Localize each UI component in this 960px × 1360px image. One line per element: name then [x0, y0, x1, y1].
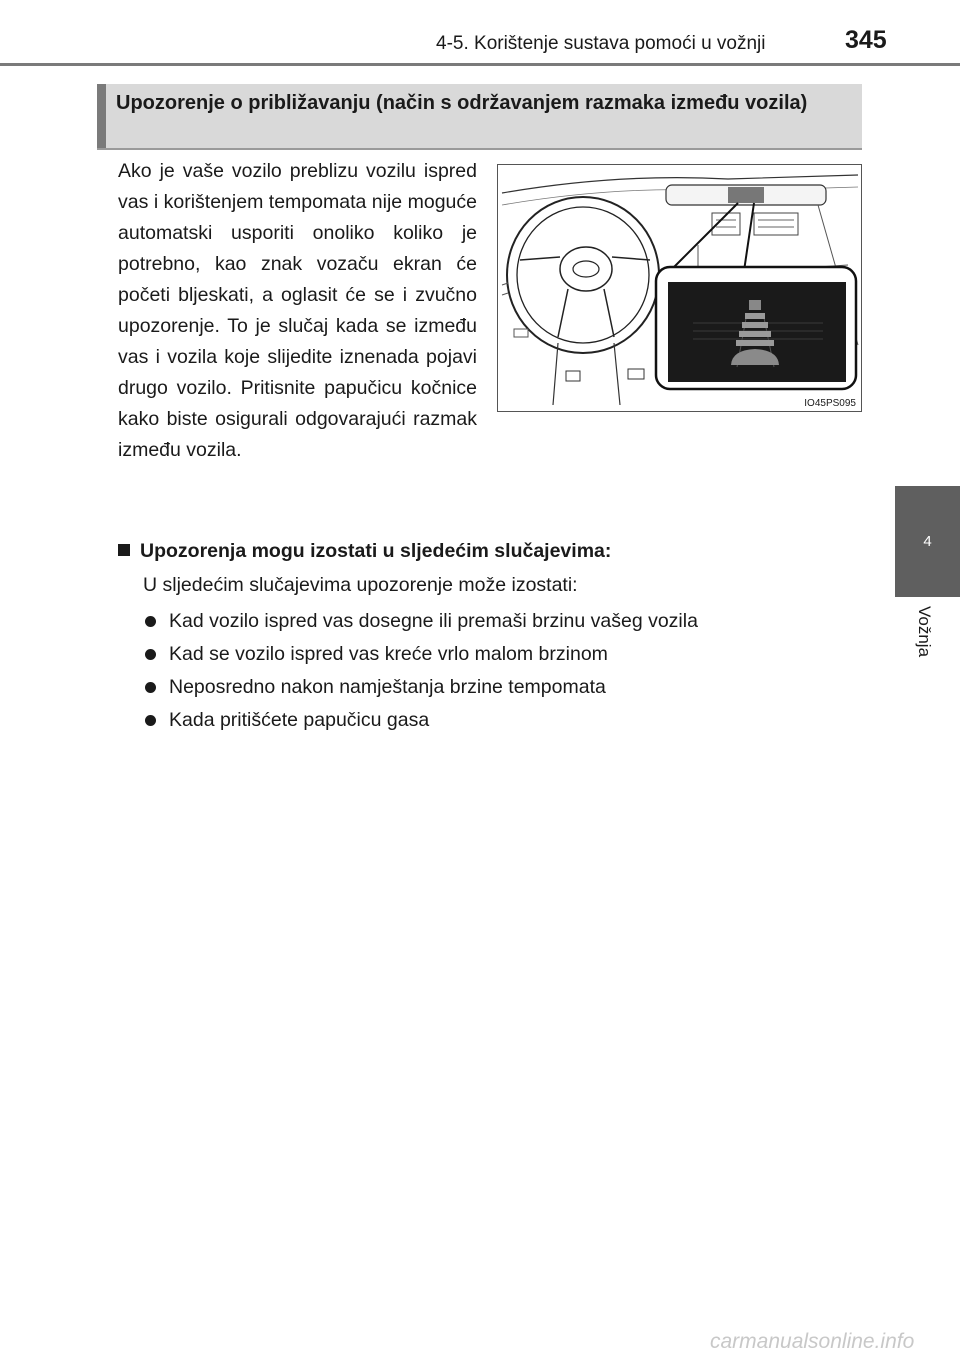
chapter-number: 4 [923, 533, 932, 550]
subsection-lead: U sljedećim slučajevima upozorenje može izostati: [143, 574, 578, 596]
section-title: Upozorenje o približavanju (način s održavanjem razmaka između vozila) [116, 92, 808, 114]
bullet-dot-icon [145, 715, 156, 726]
bullet-dot-icon [145, 682, 156, 693]
subsection-heading [118, 540, 611, 563]
list-item-text: Neposredno nakon namještanja brzine tempomata [169, 676, 606, 698]
list-item [143, 608, 698, 641]
running-header: 4-5. Korištenje sustava pomoći u vožnji [436, 33, 766, 54]
chapter-label: Vožnja [915, 606, 934, 658]
header-divider [0, 63, 960, 66]
page-number: 345 [845, 26, 887, 54]
section-heading-box [97, 84, 862, 150]
watermark: carmanualsonline.info [710, 1330, 915, 1353]
section-heading-bar [97, 84, 106, 148]
list-item [143, 641, 698, 674]
square-bullet-icon [118, 544, 130, 556]
list-item [143, 674, 698, 707]
chapter-label-box [906, 606, 946, 676]
list-item [143, 707, 698, 740]
subsection-title: Upozorenja mogu izostati u sljedećim slučajevima: [140, 540, 612, 562]
bullet-dot-icon [145, 616, 156, 627]
figure-code: IO45PS095 [804, 398, 856, 409]
dashboard-illustration [497, 164, 862, 412]
list-item-text: Kad vozilo ispred vas dosegne ili premaši brzinu vašeg vozila [169, 610, 698, 632]
intro-paragraph: Ako je vaše vozilo preblizu vozilu ispred vas i korištenjem tempomata nije moguće automatski usporiti onoliko koliko je potrebno, kao znak vozaču ekran će početi bljeskati, a oglasit će se i zvučno upozorenje. To je slučaj kada se između vas i vozila koje slijedite iznenada pojavi drugo vozilo. Pritisnite papučicu kočnice kako biste osigurali odgovarajući razmak između vozila. [118, 160, 477, 461]
dashboard-drawing [498, 165, 861, 411]
bullet-dot-icon [145, 649, 156, 660]
list-item-text: Kad se vozilo ispred vas kreće vrlo malom brzinom [169, 643, 608, 665]
list-item-text: Kada pritišćete papučicu gasa [169, 709, 430, 731]
chapter-tab [895, 486, 960, 597]
conditions-list [143, 608, 698, 740]
